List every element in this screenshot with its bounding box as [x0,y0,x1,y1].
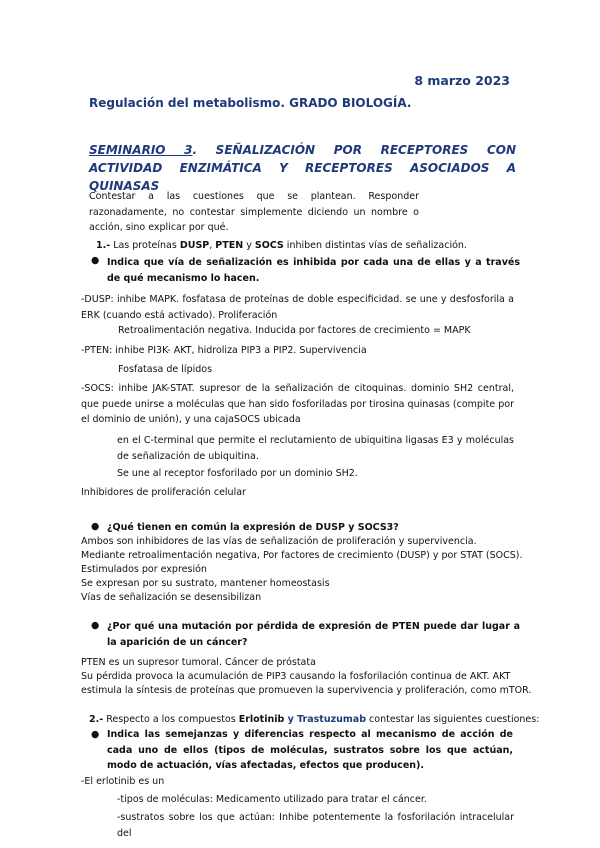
question-1b: ¿Qué tienen en común la expresión de DUSP y SOCS3? [107,522,399,533]
question-1-text: Las proteínas [110,240,180,251]
answer-2-intro: -El erlotinib es un [81,776,165,787]
separator: y [284,714,298,725]
protein-dusp: DUSP [179,240,210,251]
question-2-text-end: contestar las siguientes cuestiones: [366,714,540,725]
separator: , [209,240,216,251]
question-1-intro [96,239,467,253]
course-title: Regulación del metabolismo. GRADO BIOLOGÍA. [89,96,412,110]
bullet-icon: ● [91,255,100,266]
answer-1b-line: Se expresan por su sustrato, mantener homeostasis [81,578,330,589]
answer-pten-detail: Fosfatasa de lípidos [118,364,213,375]
answer-socs-summary: Inhibidores de proliferación celular [81,487,246,498]
answer-socs-detail-2: Se une al receptor fosforilado por un dominio SH2. [117,468,358,479]
answer-1c-line: estimula la síntesis de proteínas que promueven la supervivencia y proliferación, como mTOR. [81,685,532,696]
question-1a: Indica que vía de señalización es inhibida por cada una de ellas y a través de qué mecanismo lo hacen. [107,257,520,284]
answer-dusp-detail: Retroalimentación negativa. Inducida por factores de crecimiento = MAPK [118,325,471,336]
answer-dusp: -DUSP: inhibe MAPK. fosfatasa de proteínas de doble especificidad. se une y desfosforila a ERK (cuando está activado). Proliferación [81,294,514,321]
question-2a: Indica las semejanzas y diferencias respecto al mecanismo de acción de cada uno de ellos (tipos de moléculas, sustratos sobre los que actúan, modo de actuación, vías afectadas, efectos que producen). [107,729,513,771]
seminar-title [89,141,516,195]
separator: y [243,240,255,251]
answer-2-substrates: -sustratos sobre los que actúan: Inhibe potentemente la fosforilación intracelular del [117,812,514,839]
instructions: Contestar a las cuestiones que se plantean. Responder razonadamente, no contestar simplemente diciendo un nombre o acción, sino explicar por qué. [89,191,419,233]
bullet-icon: ● [91,620,100,631]
question-1-text-end: inhiben distintas vías de señalización. [283,240,467,251]
question-2-intro [89,713,539,727]
bullet-icon: ● [91,521,100,532]
bullet-icon: ● [91,729,100,740]
drug-trastuzumab: Trastuzumab [297,714,367,725]
protein-pten: PTEN [215,240,244,251]
question-2-text: Respecto a los compuestos [103,714,239,725]
seminar-title-text: . SEÑALIZACIÓN POR RECEPTORES CON ACTIVIDAD ENZIMÁTICA Y RECEPTORES ASOCIADOS A QUINASAS [89,143,516,193]
answer-1c-line: Su pérdida provoca la acumulación de PIP3 causando la fosforilación continua de AKT. AKT [81,671,511,682]
answer-1b-line: Mediante retroalimentación negativa, Por factores de crecimiento (DUSP) y por STAT (SOCS). [81,550,523,561]
answer-1b-line: Vías de señalización se desensibilizan [81,592,262,603]
question-1c: ¿Por qué una mutación por pérdida de expresión de PTEN puede dar lugar a la aparición de un cáncer? [107,621,520,648]
drug-erlotinib: Erlotinib [238,714,285,725]
question-2-number: 2.- [89,714,104,725]
seminar-label: SEMINARIO 3 [89,143,193,157]
answer-1c-line: PTEN es un supresor tumoral. Cáncer de próstata [81,657,316,668]
question-1-number: 1.- [96,240,111,251]
answer-socs-detail-1: en el C-terminal que permite el reclutamiento de ubiquitina ligasas E3 y moléculas de señalización de ubiquitina. [117,435,514,462]
answer-socs: -SOCS: inhibe JAK-STAT. supresor de la señalización de citoquinas. dominio SH2 central, que puede unirse a moléculas que han sido fosforiladas por tirosina quinasas (compite por el dominio de unión), y una cajaSOCS ubicada [81,383,514,425]
answer-2-molecule-types: -tipos de moléculas: Medicamento utilizado para tratar el cáncer. [117,794,427,805]
answer-1b-line: Ambos son inhibidores de las vías de señalización de proliferación y supervivencia. [81,536,477,547]
protein-socs: SOCS [254,240,284,251]
document-date: 8 marzo 2023 [414,73,510,88]
answer-pten: -PTEN: inhibe PI3K- AKT, hidroliza PIP3 a PIP2. Supervivencia [81,345,367,356]
answer-1b-line: Estimulados por expresión [81,564,207,575]
